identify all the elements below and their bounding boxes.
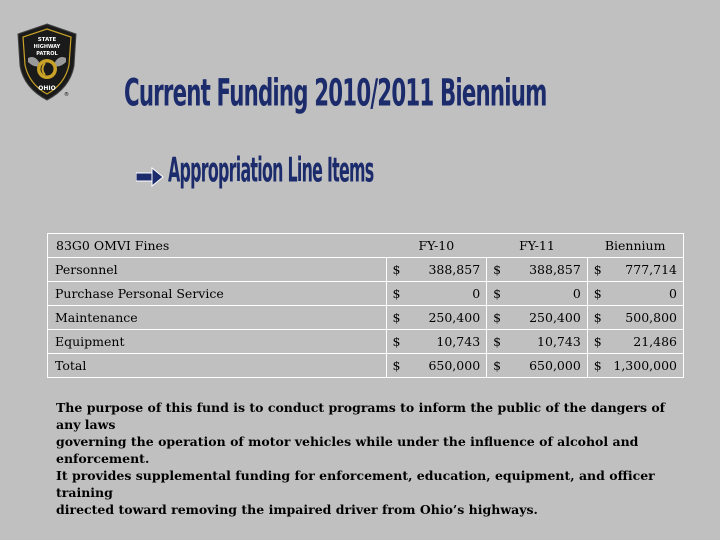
fund-description <box>56 399 692 518</box>
currency-symbol: $ <box>487 306 512 330</box>
row-label: Total <box>48 354 387 378</box>
page-subtitle: Appropriation Line Items <box>168 152 374 191</box>
badge-text-patrol: PATROL <box>36 51 58 57</box>
currency-symbol: $ <box>386 282 411 306</box>
badge-text-ohio: OHIO <box>38 85 56 92</box>
currency-symbol: $ <box>587 330 612 354</box>
biennium-header: Biennium <box>587 234 683 258</box>
biennium-value: 21,486 <box>612 330 683 354</box>
currency-symbol: $ <box>487 258 512 282</box>
fy11-value: 0 <box>512 282 588 306</box>
badge-icon <box>14 22 80 102</box>
fy10-value: 250,400 <box>411 306 487 330</box>
fy11-value: 650,000 <box>512 354 588 378</box>
subtitle-row <box>136 152 453 191</box>
currency-symbol: $ <box>386 330 411 354</box>
appropriation-table <box>47 233 684 378</box>
arrow-right-icon <box>136 167 164 187</box>
currency-symbol: $ <box>587 306 612 330</box>
table-row <box>48 330 684 354</box>
fy10-header: FY-10 <box>386 234 487 258</box>
currency-symbol: $ <box>386 306 411 330</box>
table-row <box>48 282 684 306</box>
currency-symbol: $ <box>487 330 512 354</box>
row-label: Personnel <box>48 258 387 282</box>
fy10-value: 10,743 <box>411 330 487 354</box>
table-header-row <box>48 234 684 258</box>
fy11-value: 10,743 <box>512 330 588 354</box>
row-label: Purchase Personal Service <box>48 282 387 306</box>
trademark-symbol: ® <box>64 92 69 98</box>
currency-symbol: $ <box>587 258 612 282</box>
currency-symbol: $ <box>386 258 411 282</box>
row-label: Equipment <box>48 330 387 354</box>
description-line: directed toward removing the impaired driver from Ohio’s highways. <box>56 502 538 517</box>
currency-symbol: $ <box>487 282 512 306</box>
page-title: Current Funding 2010/2011 Biennium <box>124 72 547 116</box>
fy10-value: 650,000 <box>411 354 487 378</box>
fy10-value: 388,857 <box>411 258 487 282</box>
fy10-value: 0 <box>411 282 487 306</box>
table-row <box>48 306 684 330</box>
fy11-header: FY-11 <box>487 234 588 258</box>
badge-text-highway: HIGHWAY <box>33 44 61 50</box>
table-total-row <box>48 354 684 378</box>
currency-symbol: $ <box>487 354 512 378</box>
badge-text-state: STATE <box>37 37 57 43</box>
currency-symbol: $ <box>587 354 612 378</box>
biennium-value: 0 <box>612 282 683 306</box>
fy11-value: 250,400 <box>512 306 588 330</box>
currency-symbol: $ <box>587 282 612 306</box>
biennium-value: 500,800 <box>612 306 683 330</box>
biennium-value: 777,714 <box>612 258 683 282</box>
state-highway-patrol-badge <box>14 22 80 102</box>
fy11-value: 388,857 <box>512 258 588 282</box>
description-line: governing the operation of motor vehicles while under the influence of alcohol and enforcement. <box>56 434 639 466</box>
row-label: Maintenance <box>48 306 387 330</box>
biennium-value: 1,300,000 <box>612 354 683 378</box>
table-row <box>48 258 684 282</box>
description-line: The purpose of this fund is to conduct programs to inform the public of the dangers of any laws <box>56 400 666 432</box>
description-line: It provides supplemental funding for enforcement, education, equipment, and officer training <box>56 468 655 500</box>
fund-name-header: 83G0 OMVI Fines <box>48 234 387 258</box>
currency-symbol: $ <box>386 354 411 378</box>
